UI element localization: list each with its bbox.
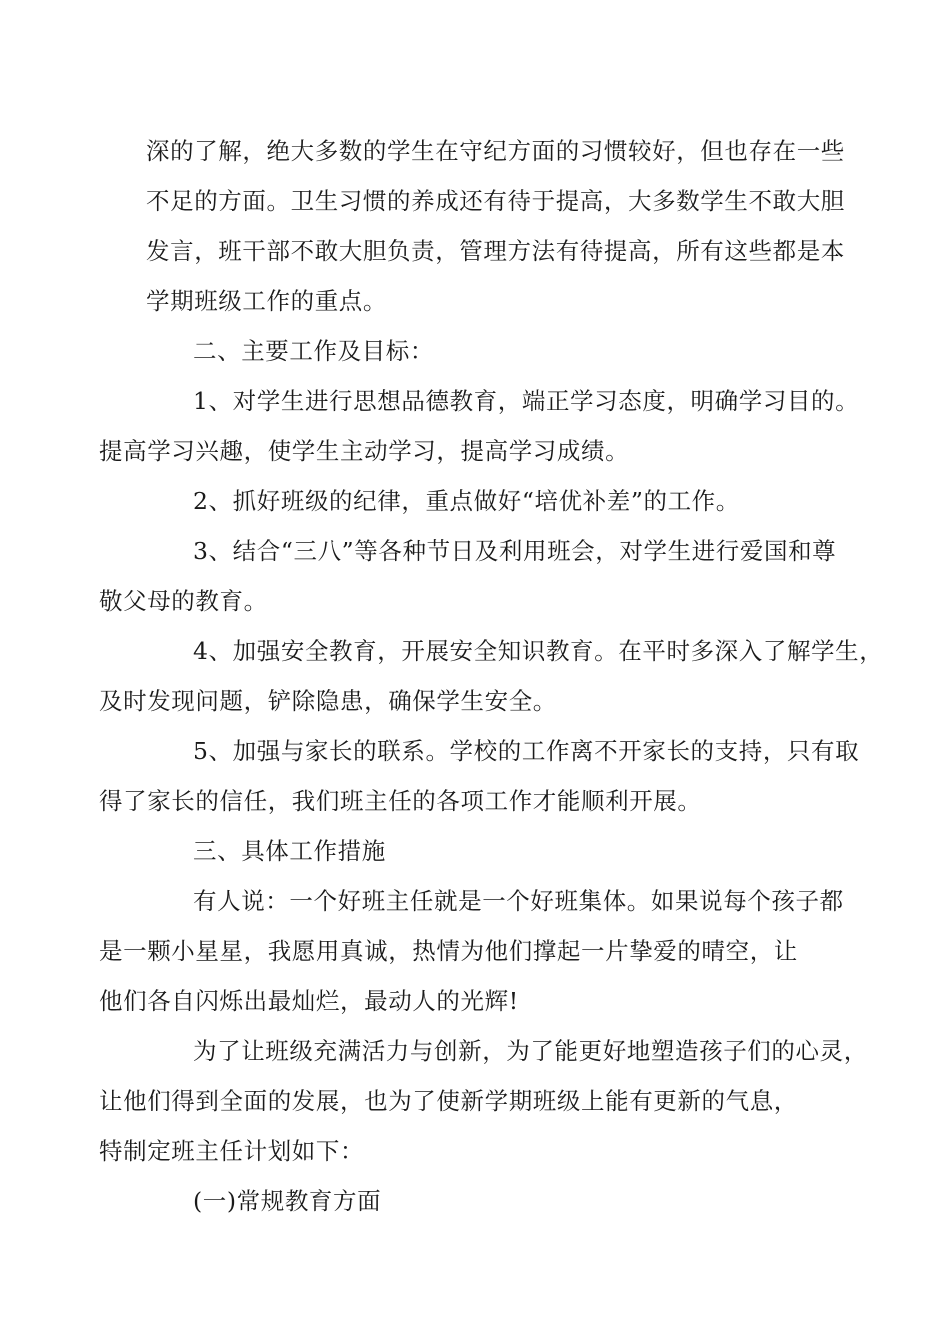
list-item-2 xyxy=(146,476,816,526)
subsection-heading-routine-education xyxy=(146,1176,816,1226)
list-item-4 xyxy=(99,626,884,726)
text-line: 2、抓好班级的纪律，重点做好“培优补差”的工作。 xyxy=(193,487,740,515)
paragraph-good-teacher xyxy=(99,876,844,1026)
text-line: 及时发现问题，铲除隐患，确保学生安全。 xyxy=(99,687,557,715)
text-line: 4、加强安全教育，开展安全知识教育。在平时多深入了解学生， xyxy=(193,637,884,665)
document-body xyxy=(99,126,884,1226)
text-line: (一)常规教育方面 xyxy=(193,1187,382,1215)
section-heading-measures xyxy=(146,826,816,876)
text-line: 是一颗小星星，我愿用真诚，热情为他们撑起一片挚爱的晴空，让 xyxy=(99,937,798,965)
text-line: 特制定班主任计划如下： xyxy=(99,1137,365,1165)
text-line: 三、具体工作措施 xyxy=(193,837,386,865)
text-line: 深的了解，绝大多数的学生在守纪方面的习惯较好，但也存在一些 xyxy=(146,137,845,165)
list-item-1 xyxy=(99,376,860,476)
text-line: 不足的方面。卫生习惯的养成还有待于提高，大多数学生不敢大胆 xyxy=(146,187,845,215)
paragraph-intro-continued xyxy=(146,126,845,326)
list-item-3 xyxy=(99,526,837,626)
paragraph-plan-intro xyxy=(99,1026,868,1176)
text-line: 为了让班级充满活力与创新，为了能更好地塑造孩子们的心灵， xyxy=(193,1037,868,1065)
text-line: 让他们得到全面的发展，也为了使新学期班级上能有更新的气息， xyxy=(99,1087,798,1115)
text-line: 学期班级工作的重点。 xyxy=(146,287,387,315)
text-line: 3、结合“三八”等各种节日及利用班会，对学生进行爱国和尊 xyxy=(193,537,837,565)
section-heading-main-goals xyxy=(146,326,816,376)
text-line: 有人说：一个好班主任就是一个好班集体。如果说每个孩子都 xyxy=(193,887,844,915)
text-line: 他们各自闪烁出最灿烂，最动人的光辉! xyxy=(99,987,519,1015)
text-line: 发言，班干部不敢大胆负责，管理方法有待提高，所有这些都是本 xyxy=(146,237,845,265)
list-item-5 xyxy=(99,726,860,826)
text-line: 提高学习兴趣，使学生主动学习，提高学习成绩。 xyxy=(99,437,630,465)
text-line: 1、对学生进行思想品德教育，端正学习态度，明确学习目的。 xyxy=(193,387,860,415)
text-line: 5、加强与家长的联系。学校的工作离不开家长的支持，只有取 xyxy=(193,737,860,765)
text-line: 敬父母的教育。 xyxy=(99,587,268,615)
text-line: 得了家长的信任，我们班主任的各项工作才能顺利开展。 xyxy=(99,787,702,815)
text-line: 二、主要工作及目标： xyxy=(193,337,434,365)
